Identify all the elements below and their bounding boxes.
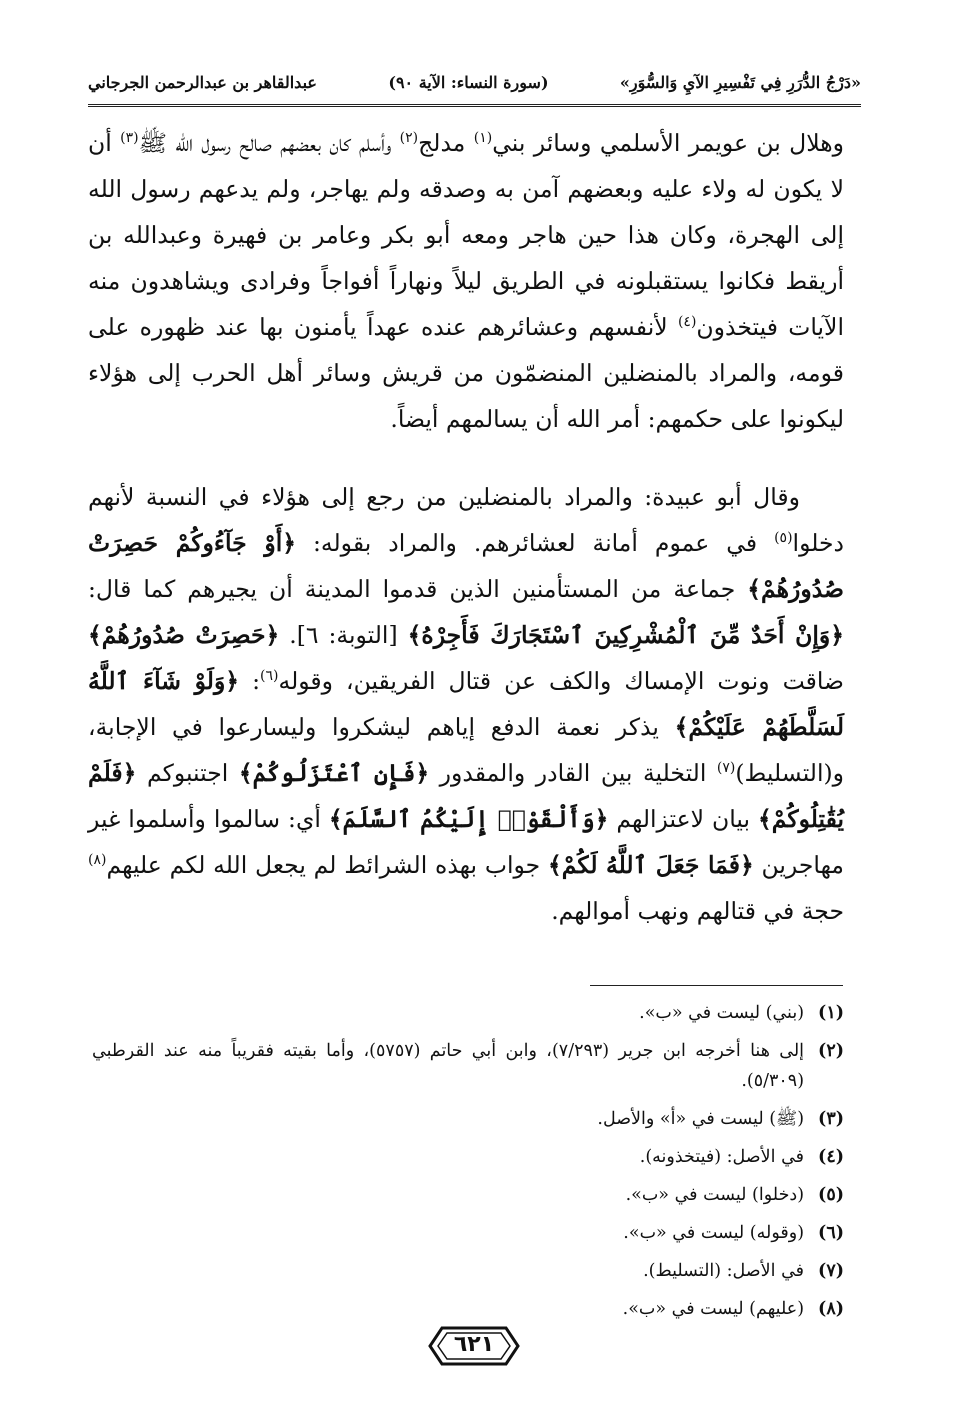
text-run: وقال أبو عبيدة: والمراد بالمنضلين من رجع إلى هؤلاء في النسبة لأنهم دخلوا <box>88 483 844 557</box>
page-number-text: ٦٢١ <box>453 1332 495 1357</box>
footnote-text: (وقوله) ليست في «ب». <box>623 1223 805 1243</box>
author-name: عبدالقاهر بن عبدالرحمن الجرجاني <box>88 72 317 92</box>
footnote <box>92 1036 844 1096</box>
text-run: أن لا يكون له ولاء عليه وبعضهم آمن به وصدقه ولم يهاجر، ولم يدعهم رسول الله إلى الهجرة، وكان هذا حين هاجر ومعه أبو بكر وعامر بن فهيرة وعبدالله بن أريقط فكانوا يستقبلونه في الطريق ليلاً ونهاراً أفواجاً وفرادى ويشاهدون منه الآيات فيتخذون <box>88 129 844 341</box>
text-run: التخلية بين القادر والمقدور <box>429 759 717 787</box>
quran-quote: ﴿حَصِرَتْ صُدُورُهُمْ﴾ <box>88 621 280 649</box>
page-number <box>428 1324 520 1368</box>
footnote-text: (عليهم) ليست في «ب». <box>622 1299 805 1319</box>
text-run: لأنفسهم وعشائرهم عنده عهداً يأمنون بها عند ظهوره على قومه، والمراد بالمنضلين المنضمّون من قريش وسائر أهل الحرب إلى هؤلاء ليكونوا على حكمهم: أمر الله أن يسالمهم أيضاً. <box>88 313 844 433</box>
quran-quote: ﴿فَمَا جَعَلَ ٱللَّهُ لَكُمْ﴾ <box>547 851 754 879</box>
text-run: ضاقت ونوت الإمساك والكف عن قتال الفريقين، وقوله <box>278 667 844 695</box>
footnote <box>92 1104 844 1134</box>
footnote-text: في الأصل: (فيتخذونه). <box>639 1147 805 1167</box>
footnote <box>92 1142 844 1172</box>
footnote-ref-7: (٧) <box>716 760 736 777</box>
footnote-divider <box>590 985 843 986</box>
text-run: حجة في قتالهم ونهب أموالهم. <box>551 897 844 925</box>
surah-reference: (سورة النساء: الآية ٩٠) <box>388 72 549 92</box>
quran-quote: ﴿أَوْ جَآءُوكُمْ حَصِرَتْ صُدُورُهُمْ﴾ <box>88 529 844 603</box>
quran-quote: ﴿وَلَوْ شَآءَ ٱللَّهُ لَسَلَّطَهُمْ عَلَيْكُمْ﴾ <box>88 667 844 741</box>
footnote-ref-6: (٦) <box>260 668 279 685</box>
quran-quote: ﴿فَإِنِ ٱعْتَزَلُوكُمْ﴾ <box>238 759 430 787</box>
footnote-ref-8: (٨) <box>88 852 107 869</box>
footnote-ref-4: (٤) <box>677 314 697 331</box>
quran-quote: ﴿وَأَلْقَوْا۟ إِلَيْكُمُ ٱلسَّلَمَ﴾ <box>328 805 609 833</box>
footnote-number: (٥) <box>818 1185 844 1205</box>
footnote-ref-3: (٣) <box>120 130 139 147</box>
footnote-text: إلى هنا أخرجه ابن جرير (٧/٢٩٣)، وابن أبي حاتم (٥٧٥٧)، وأما بقيته فقريباً منه عند القرطبي (٥/٣٠٩). <box>92 1041 805 1091</box>
text-run: أي: سالموا وأسلموا غير مهاجرين <box>88 805 845 879</box>
text-run: مدلج <box>418 129 474 157</box>
footnote-number: (٤) <box>818 1147 844 1167</box>
footnote-number: (٨) <box>818 1299 844 1319</box>
footnote <box>92 1256 844 1286</box>
text-run: جماعة من المستأمنين الذين قدموا المدينة أن يجيرهم كما قال: <box>88 575 748 603</box>
footnote <box>92 1218 844 1248</box>
footnote <box>92 998 844 1028</box>
text-run: بيان لاعتزالهم <box>608 805 758 833</box>
text-run: : <box>239 667 261 695</box>
paragraph-2 <box>88 474 844 934</box>
footnote-text: في الأصل: (التسليط). <box>643 1261 805 1281</box>
text-run: في عموم أمانة لعشائرهم. والمراد بقوله: <box>296 529 775 557</box>
text-run: وهلال بن عويمر الأسلمي وسائر بني <box>492 129 844 157</box>
footnote-ref-1: (١) <box>473 130 493 147</box>
paragraph-1 <box>88 120 844 442</box>
footnote-number: (٢) <box>818 1041 844 1061</box>
book-title: «دَرْجُ الدُّرَرِ فِي تَفْسِيرِ الآيِ وَالسُّوَرِ» <box>619 72 861 92</box>
quran-quote: ﴿وَإِنْ أَحَدٌ مِّنَ ٱلْمُشْرِكِينَ ٱسْتَجَارَكَ فَأَجِرْهُ﴾ <box>407 621 845 649</box>
footnote-number: (٦) <box>818 1223 844 1243</box>
footnote-ref-2: (٢) <box>399 130 419 147</box>
footnote <box>92 1180 844 1210</box>
running-header <box>88 60 861 107</box>
text-run: اجتنبوكم <box>136 759 239 787</box>
footnote-number: (١) <box>818 1003 844 1023</box>
footnote-ref-5: (٥) <box>774 530 793 547</box>
text-run: جواب بهذه الشرائط لم يجعل الله لكم عليهم <box>106 851 548 879</box>
footnote-text: (ﷺ) ليست في «أ» والأصل. <box>597 1109 805 1129</box>
footnote-number: (٣) <box>818 1109 844 1129</box>
quran-quote: ﴿فَلَمْ يُقَٰتِلُوكُمْ﴾ <box>88 759 845 833</box>
footnote-number: (٧) <box>818 1261 844 1281</box>
text-run: يذكر نعمة الدفع إياهم ليشكروا وليسارعوا في الإجابة، و(التسليط) <box>88 713 844 787</box>
main-text <box>88 120 844 934</box>
footnotes <box>92 998 844 1332</box>
footnote-text: (دخلوا) ليست في «ب». <box>625 1185 805 1205</box>
footnote <box>92 1294 844 1324</box>
text-run: وأسلم كان بعضهم صالح رسول الله ﷺ <box>138 129 400 157</box>
footnote-text: (بني) ليست في «ب». <box>639 1003 805 1023</box>
verse-reference: [التوبة: ٦]. <box>279 621 408 649</box>
